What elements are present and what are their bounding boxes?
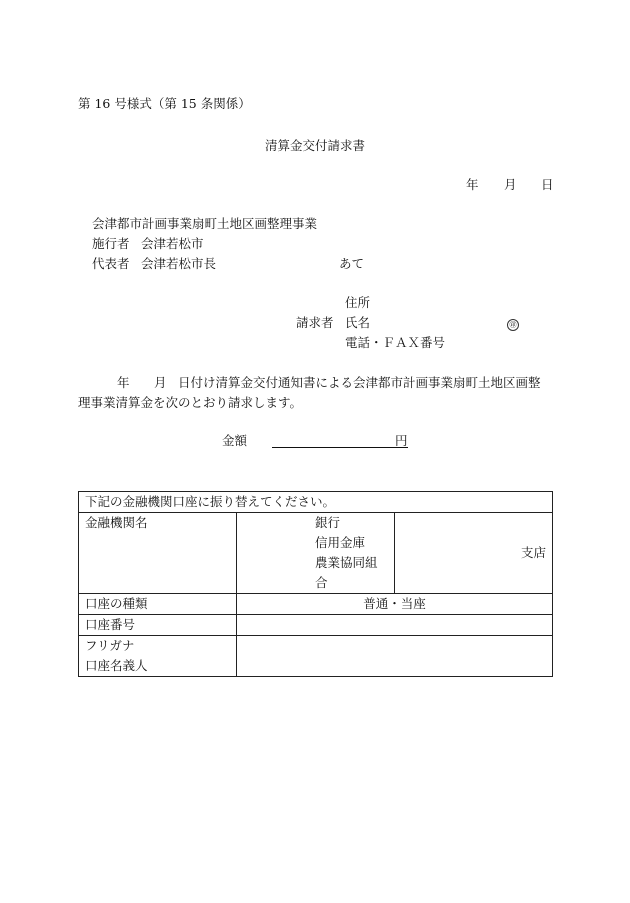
account-number-value	[237, 615, 553, 636]
account-type-label: 口座の種類	[79, 594, 237, 615]
institution-type-nokyo: 農業協同組合	[315, 555, 378, 590]
page-title: 清算金交付請求書	[265, 138, 366, 153]
account-holder-cell	[79, 636, 237, 677]
requester-address-label: 住所	[345, 295, 371, 310]
institution-type-bank: 銀行	[315, 515, 341, 530]
institution-type-cell	[237, 513, 395, 594]
representative-value: 会津若松市長	[141, 256, 217, 271]
amount-underline	[272, 447, 408, 448]
body-line-1: 日付け清算金交付通知書による会津都市計画事業扇町土地区画整	[178, 375, 541, 390]
branch-label: 支店	[520, 545, 546, 560]
table-row	[79, 615, 553, 636]
body-year: 年	[117, 375, 130, 390]
account-holder-value	[237, 636, 553, 677]
requester-label: 請求者	[296, 315, 334, 330]
executor-value: 会津若松市	[141, 236, 204, 251]
body-month: 月	[154, 375, 167, 390]
recipient-ate: あて	[339, 256, 365, 271]
seal-icon: ㊞	[507, 319, 519, 331]
executor-label: 施行者	[92, 236, 130, 251]
requester-name-label: 氏名	[345, 315, 371, 330]
institution-label: 金融機関名	[79, 513, 237, 594]
table-row	[79, 636, 553, 677]
date-month: 月	[504, 177, 517, 192]
table-row	[79, 513, 553, 594]
requester-phone-label: 電話・ＦＡＸ番号	[345, 335, 446, 350]
recipient-project: 会津都市計画事業扇町土地区画整理事業	[92, 216, 318, 231]
table-row	[79, 492, 553, 513]
table-row	[79, 594, 553, 615]
account-number-label: 口座番号	[79, 615, 237, 636]
body-line-2: 理事業清算金を次のとおり請求します。	[78, 395, 303, 410]
form-number: 第 16 号様式（第 15 条関係）	[78, 96, 251, 111]
amount-unit: 円	[395, 433, 408, 448]
date-day: 日	[541, 177, 554, 192]
branch-cell	[395, 513, 553, 594]
furigana-label: フリガナ	[85, 638, 135, 653]
amount-label: 金額	[222, 433, 248, 448]
representative-label: 代表者	[92, 256, 130, 271]
account-holder-label: 口座名義人	[85, 658, 148, 673]
seal-mark	[507, 315, 519, 331]
bank-account-table	[78, 491, 553, 677]
date-year: 年	[466, 177, 479, 192]
institution-type-shinkin: 信用金庫	[315, 535, 366, 550]
account-type-value: 普通・当座	[237, 594, 553, 615]
bank-table-header: 下記の金融機関口座に振り替えてください。	[79, 492, 553, 513]
